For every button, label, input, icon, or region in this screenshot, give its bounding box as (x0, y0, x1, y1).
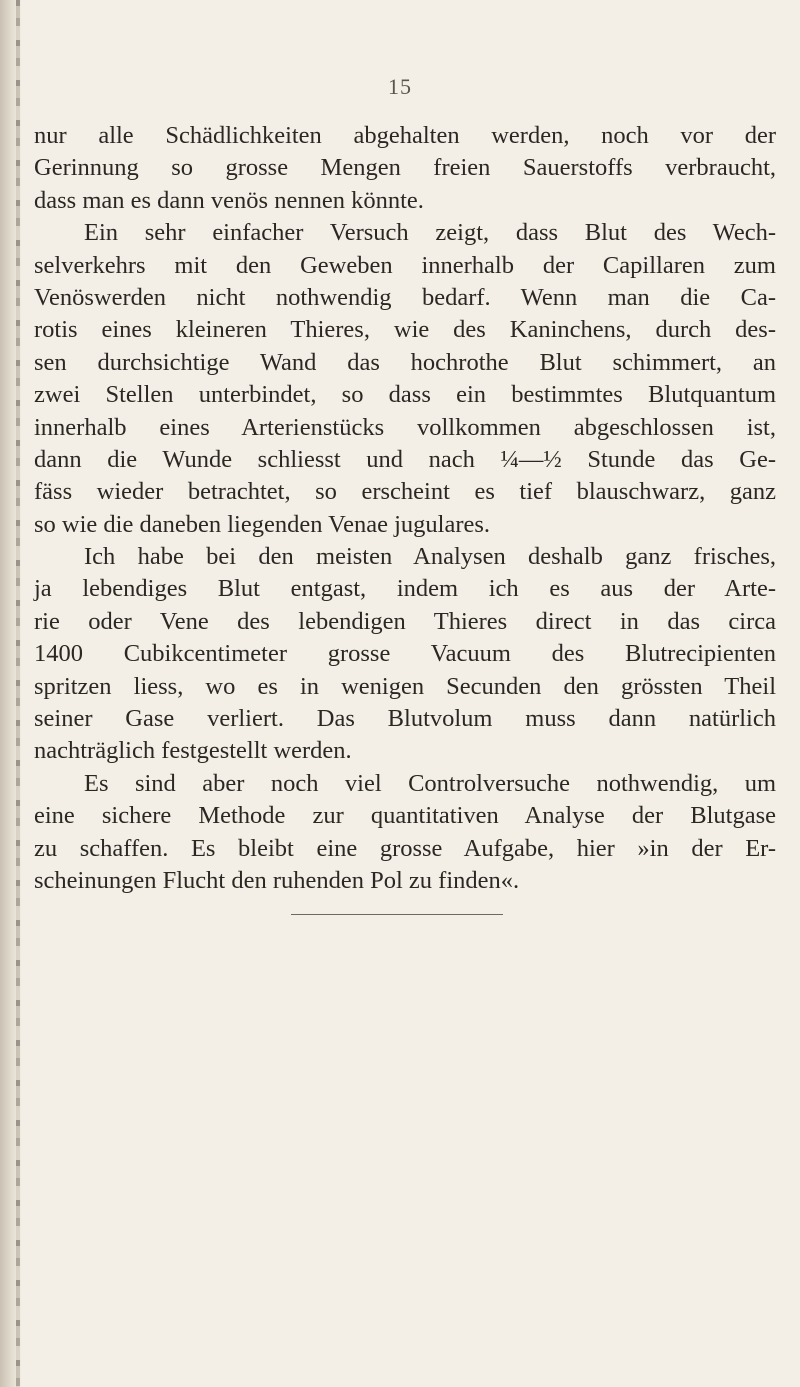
text-line: nur alle Schädlichkeiten abgehalten werden, noch vor der (34, 122, 776, 149)
text-line: zu schaffen. Es bleibt eine grosse Aufgabe, hier »in der Er- (34, 834, 776, 862)
text-line: dann die Wunde schliesst und nach ¼—½ Stunde das Ge- (34, 445, 776, 473)
text-line: zwei Stellen unterbindet, so dass ein bestimmtes Blutquantum (34, 381, 776, 409)
text-line: selverkehrs mit den Geweben innerhalb der Capillaren zum (34, 251, 776, 279)
page-number: 15 (388, 74, 412, 99)
text-line: dass man es dann venös nennen könnte. (34, 186, 424, 214)
text-line: 1400 Cubikcentimeter grosse Vacuum des Blutrecipienten (34, 640, 776, 668)
paragraph-3 (34, 541, 776, 768)
text-line: Ein sehr einfacher Versuch zeigt, dass Blut des Wech- (84, 219, 776, 247)
text-line: nachträglich festgestellt werden. (34, 737, 352, 765)
text-line: Gerinnung so grosse Mengen freien Sauerstoffs verbraucht, (34, 154, 776, 182)
text-line: sen durchsichtige Wand das hochrothe Blut schimmert, an (34, 348, 776, 376)
text-line: scheinungen Flucht den ruhenden Pol zu finden«. (34, 866, 520, 894)
text-line: fäss wieder betrachtet, so erscheint es tief blauschwarz, ganz (34, 478, 776, 506)
text-line: seiner Gase verliert. Das Blutvolum muss dann natürlich (34, 705, 776, 733)
text-line: rie oder Vene des lebendigen Thieres direct in das circa (34, 607, 776, 635)
paragraph-2 (34, 217, 776, 541)
text-line: rotis eines kleineren Thieres, wie des Kaninchens, durch des- (34, 316, 776, 344)
text-line: eine sichere Methode zur quantitativen Analyse der Blutgase (34, 802, 776, 830)
paragraph-4 (34, 768, 776, 898)
text-line: so wie die daneben liegenden Venae jugulares. (34, 510, 491, 538)
text-line: Es sind aber noch viel Controlversuche nothwendig, um (84, 769, 776, 797)
text-line: innerhalb eines Arterienstücks vollkommen abgeschlossen ist, (34, 413, 776, 441)
text-line: Ich habe bei den meisten Analysen deshalb ganz frisches, (84, 543, 776, 571)
page-binding-edge (0, 0, 22, 1387)
text-line: Venöswerden nicht nothwendig bedarf. Wenn man die Ca- (34, 283, 776, 311)
text-line: ja lebendiges Blut entgast, indem ich es aus der Arte- (34, 575, 776, 603)
text-line: spritzen liess, wo es in wenigen Secunden den grössten Theil (34, 672, 776, 700)
section-divider-rule (291, 914, 503, 915)
body-text (34, 120, 776, 897)
paragraph-1 (34, 120, 776, 217)
